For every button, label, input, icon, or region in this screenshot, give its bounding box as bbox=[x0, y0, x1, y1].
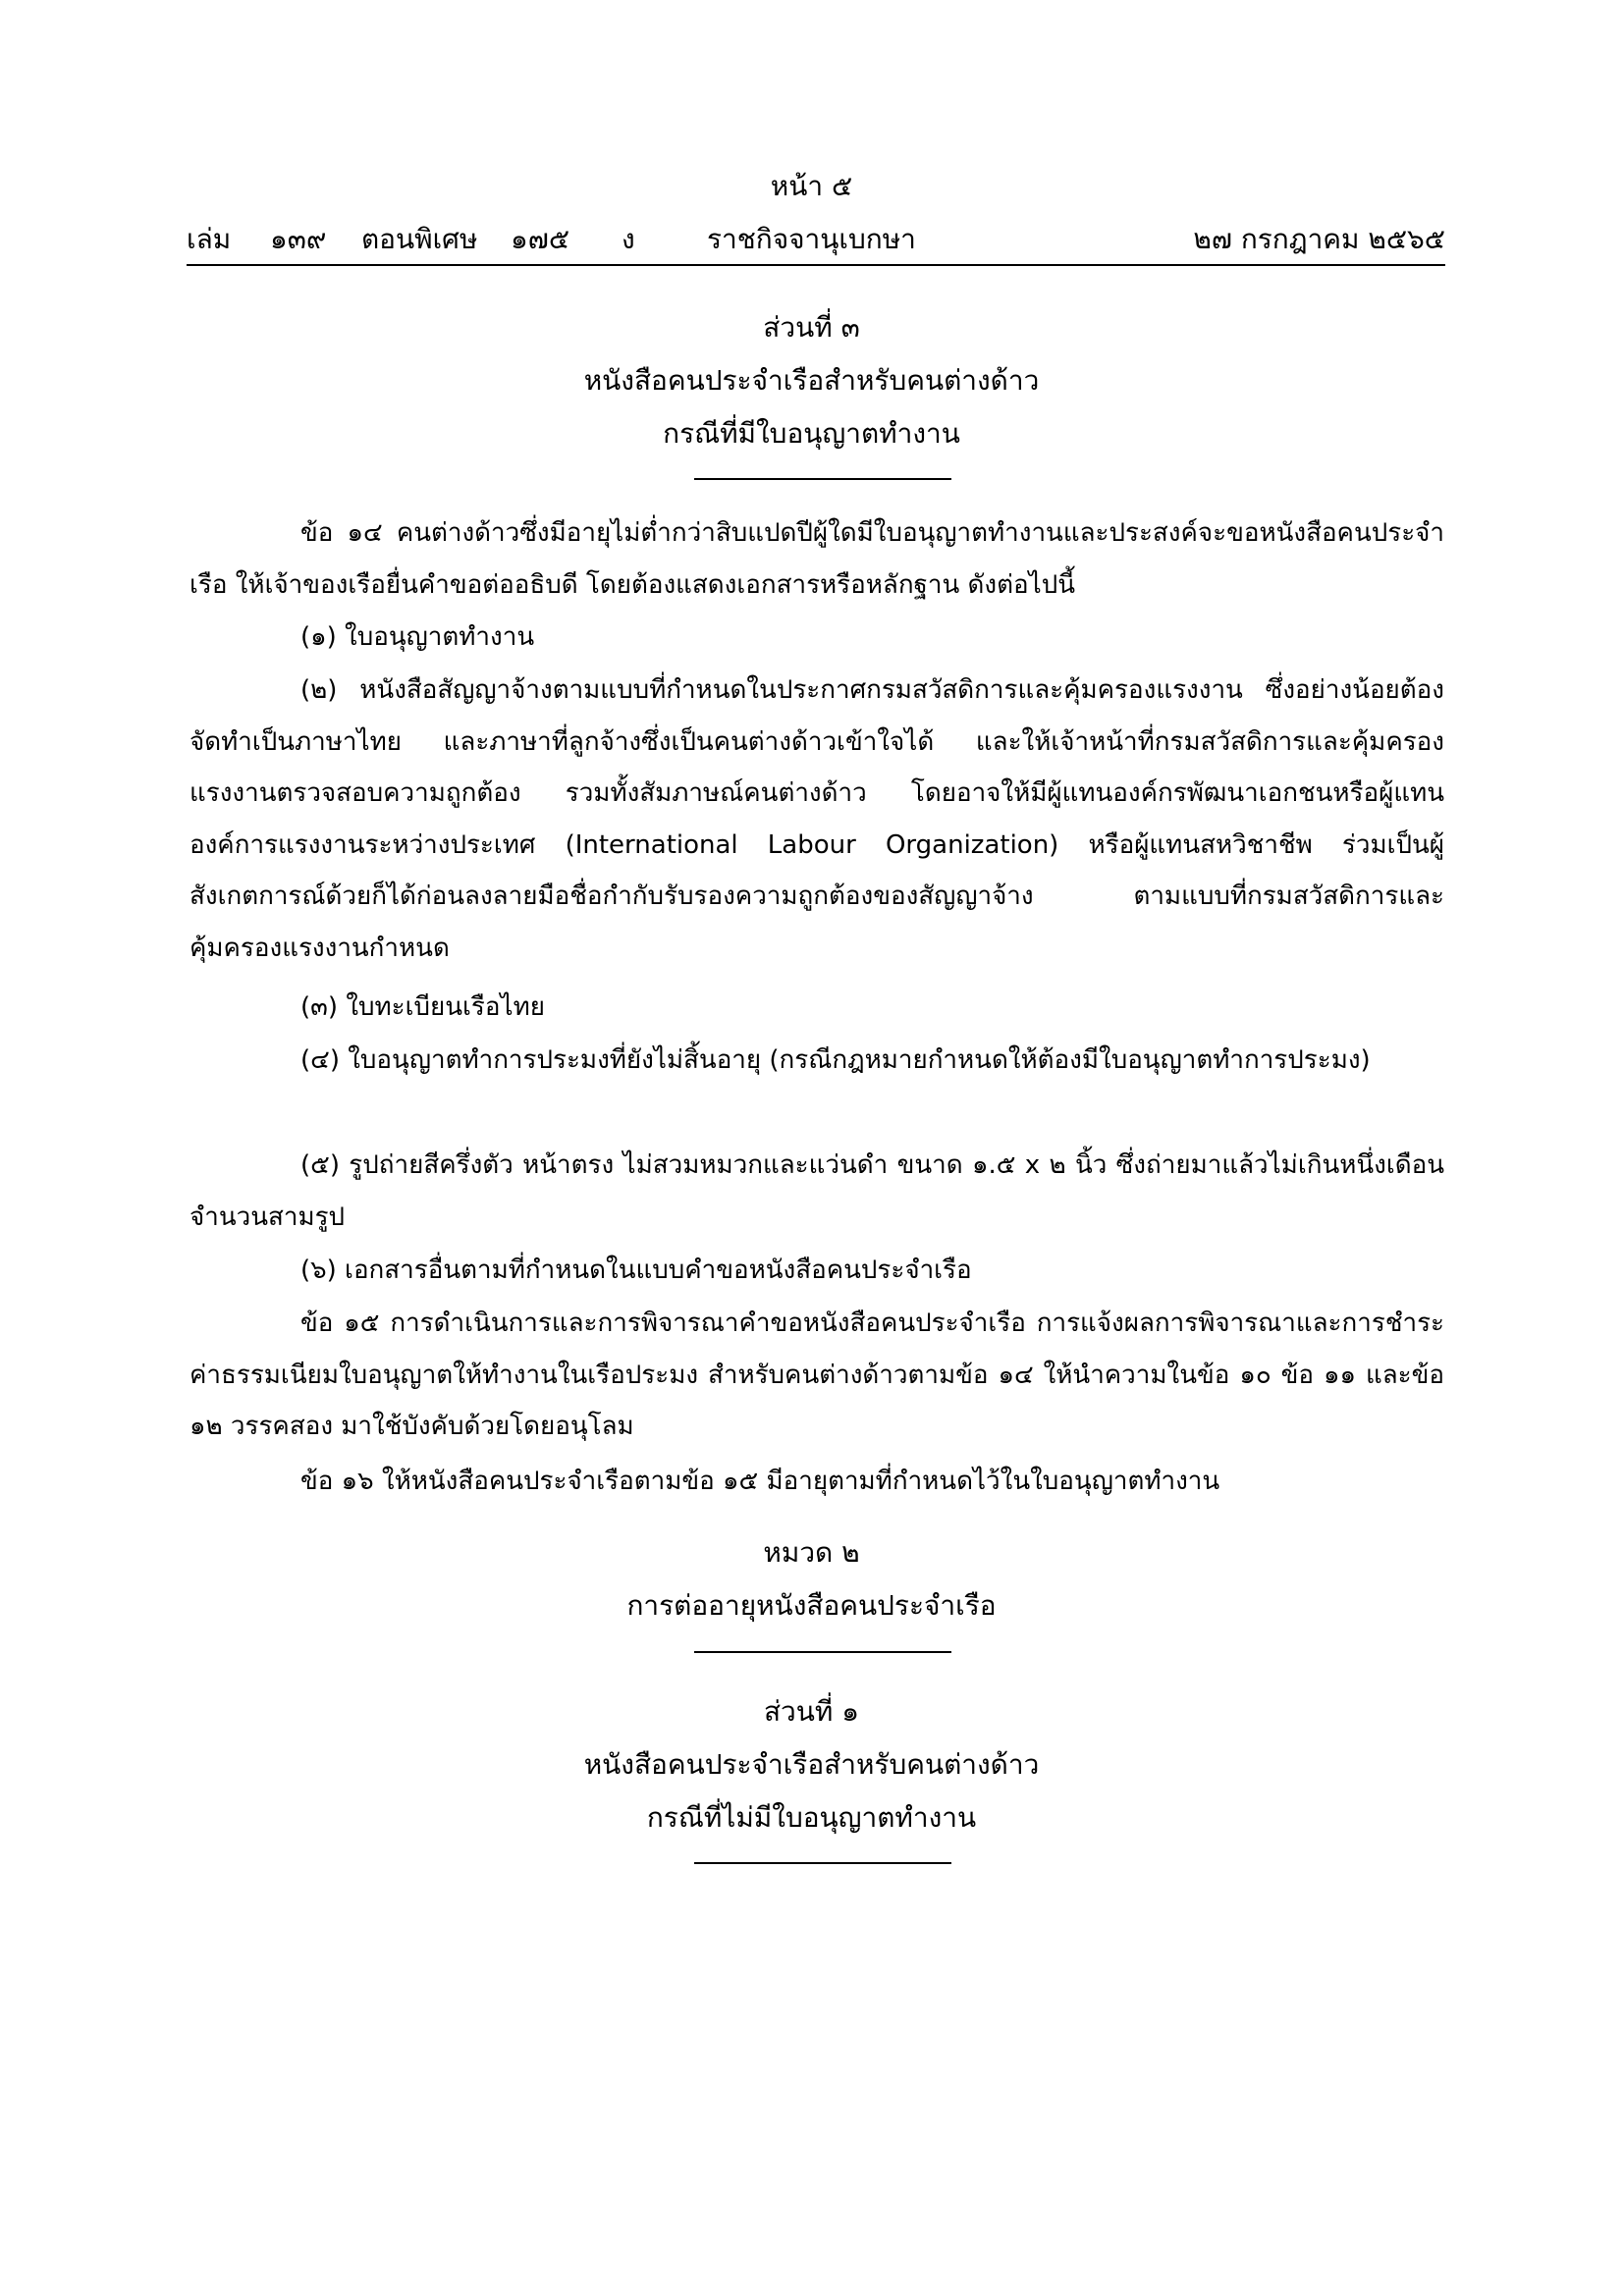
section-1-subtitle-2: กรณีที่ไม่มีใบอนุญาตทำงาน bbox=[646, 1801, 977, 1834]
page-number: หน้า ๕ bbox=[770, 170, 853, 202]
issue-suffix: ง bbox=[622, 223, 635, 255]
gazette-header bbox=[187, 218, 1445, 261]
issue-label: ตอนพิเศษ bbox=[361, 223, 478, 255]
chapter-2-title: หมวด ๒ bbox=[763, 1536, 860, 1569]
section-1-subtitle-1: หนังสือคนประจำเรือสำหรับคนต่างด้าว bbox=[583, 1748, 1040, 1781]
volume-number: ๑๓๙ bbox=[270, 223, 327, 255]
volume-label: เล่ม bbox=[187, 223, 232, 255]
chapter-divider bbox=[694, 1651, 951, 1653]
publication-name: ราชกิจจานุเบกษา bbox=[707, 223, 916, 255]
section-1-divider bbox=[694, 1862, 951, 1864]
publication-date: ๒๗ กรกฎาคม ๒๕๖๕ bbox=[1193, 223, 1445, 255]
issue-number: ๑๗๕ bbox=[511, 223, 570, 255]
clause-14: ข้อ ๑๔ คนต่างด้าวซึ่งมีอายุไม่ต่ำกว่าสิบแปดปีผู้ใดมีใบอนุญาตทำงานและประสงค์จะขอหนังสือคนประจำเรือ ให้เจ้าของเรือยื่นคำขอต่ออธิบดี โดยต้องแสดงเอกสารหรือหลักฐาน ดังต่อไปนี้ bbox=[189, 518, 1444, 600]
clause-14-item-4: (๔) ใบอนุญาตทำการประมงที่ยังไม่สิ้นอายุ (กรณีกฎหมายกำหนดให้ต้องมีใบอนุญาตทำการประมง) bbox=[300, 1045, 1371, 1075]
clause-14-item-2: (๒) หนังสือสัญญาจ้างตามแบบที่กำหนดในประกาศกรมสวัสดิการและคุ้มครองแรงงาน ซึ่งอย่างน้อยต้องจัดทำเป็นภาษาไทย และภาษาที่ลูกจ้างซึ่งเป็นคนต่างด้าวเข้าใจได้ และให้เจ้าหน้าที่กรมสวัสดิการและคุ้มครองแรงงานตรวจสอบความถูกต้อง รวมทั้งสัมภาษณ์คนต่างด้าว โดยอาจให้มีผู้แทนองค์กรพัฒนาเอกชนหรือผู้แทนองค์การแรงงานระหว่างประเทศ (International Labour Organization) หรือผู้แทนสหวิชาชีพ ร่วมเป็นผู้สังเกตการณ์ด้วยก็ได้ก่อนลงลายมือชื่อกำกับรับรองความถูกต้องของสัญญาจ้าง ตามแบบที่กรมสวัสดิการและคุ้มครองแรงงานกำหนด bbox=[189, 675, 1444, 963]
section-1-title: ส่วนที่ ๑ bbox=[763, 1695, 860, 1728]
clause-14-item-3: (๓) ใบทะเบียนเรือไทย bbox=[300, 992, 545, 1022]
chapter-2-subtitle: การต่ออายุหนังสือคนประจำเรือ bbox=[626, 1589, 997, 1622]
section-3-subtitle-1: หนังสือคนประจำเรือสำหรับคนต่างด้าว bbox=[583, 364, 1040, 397]
section-3-title: ส่วนที่ ๓ bbox=[763, 311, 860, 344]
clause-14-item-5: (๕) รูปถ่ายสีครึ่งตัว หน้าตรง ไม่สวมหมวกและแว่นดำ ขนาด ๑.๕ x ๒ นิ้ว ซึ่งถ่ายมาแล้วไม่เกินหนึ่งเดือน จำนวนสามรูป bbox=[189, 1150, 1444, 1232]
section-3-subtitle-2: กรณีที่มีใบอนุญาตทำงาน bbox=[663, 417, 960, 450]
section-divider bbox=[694, 478, 951, 480]
clause-14-item-6: (๖) เอกสารอื่นตามที่กำหนดในแบบคำขอหนังสือคนประจำเรือ bbox=[300, 1255, 972, 1285]
header-rule bbox=[187, 264, 1445, 266]
clause-15: ข้อ ๑๕ การดำเนินการและการพิจารณาคำขอหนังสือคนประจำเรือ การแจ้งผลการพิจารณาและการชำระค่าธรรมเนียมใบอนุญาตให้ทำงานในเรือประมง สำหรับคนต่างด้าวตามข้อ ๑๔ ให้นำความในข้อ ๑๐ ข้อ ๑๑ และข้อ ๑๒ วรรคสอง มาใช้บังคับด้วยโดยอนุโลม bbox=[189, 1308, 1444, 1441]
clause-14-item-1: (๑) ใบอนุญาตทำงาน bbox=[300, 622, 535, 652]
clause-16: ข้อ ๑๖ ให้หนังสือคนประจำเรือตามข้อ ๑๕ มีอายุตามที่กำหนดไว้ในใบอนุญาตทำงาน bbox=[300, 1467, 1220, 1496]
